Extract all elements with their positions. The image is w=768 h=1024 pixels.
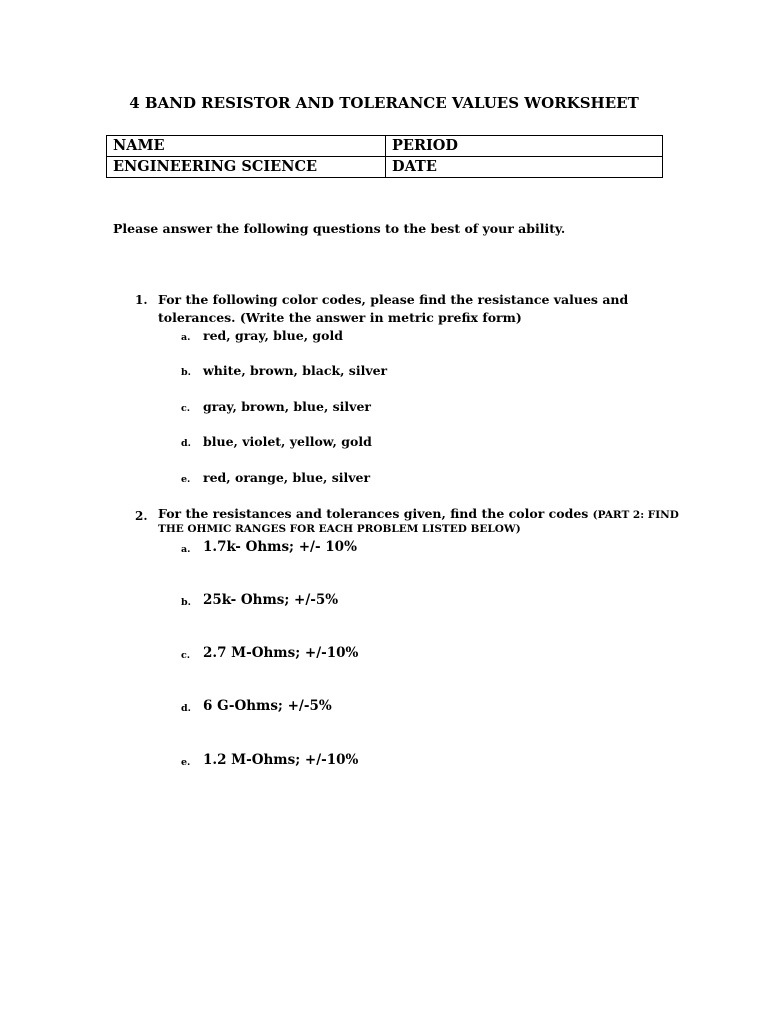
question-2-number: 2. [135, 509, 148, 523]
q1-item-e-letter: e. [181, 474, 191, 485]
q1-item-a-text: red, gray, blue, gold [203, 328, 343, 343]
q2-item-b-text: 25k- Ohms; +/-5% [203, 592, 339, 608]
q2-item-a-letter: a. [181, 544, 191, 555]
q2-item-d-text: 6 G-Ohms; +/-5% [203, 698, 332, 714]
q1-item-b-text: white, brown, black, silver [203, 363, 388, 378]
question-1-number: 1. [135, 293, 148, 307]
question-2-line-1 [158, 505, 679, 524]
q1-item-c-letter: c. [181, 403, 191, 414]
q2-item-d-letter: d. [181, 703, 191, 714]
question-1-line-1: For the following color codes, please find the resistance values and [158, 292, 629, 307]
question-2-line-2: THE OHMIC RANGES FOR EACH PROBLEM LISTED BELOW) [158, 523, 521, 535]
q1-item-d-text: blue, violet, yellow, gold [203, 434, 372, 449]
q2-item-e-letter: e. [181, 757, 191, 768]
name-field[interactable]: NAME [107, 136, 386, 157]
info-row-1 [107, 136, 663, 157]
info-row-2 [107, 157, 663, 178]
worksheet-title: 4 BAND RESISTOR AND TOLERANCE VALUES WORKSHEET [129, 94, 639, 112]
q1-item-d-letter: d. [181, 438, 191, 449]
info-table [106, 135, 663, 178]
question-2-part-2-note: (PART 2: FIND [592, 509, 679, 521]
q2-item-a-text: 1.7k- Ohms; +/- 10% [203, 539, 357, 555]
instructions-text: Please answer the following questions to the best of your ability. [113, 221, 566, 236]
q1-item-a-letter: a. [181, 332, 191, 343]
course-label: ENGINEERING SCIENCE [107, 157, 386, 178]
q1-item-c-text: gray, brown, blue, silver [203, 399, 371, 414]
question-1-line-2: tolerances. (Write the answer in metric prefix form) [158, 310, 522, 325]
date-field[interactable]: DATE [386, 157, 663, 178]
q2-item-c-text: 2.7 M-Ohms; +/-10% [203, 645, 359, 661]
question-2-line-1-text: For the resistances and tolerances given, find the color codes [158, 506, 589, 521]
q2-item-b-letter: b. [181, 597, 191, 608]
period-field[interactable]: PERIOD [386, 136, 663, 157]
q2-item-c-letter: c. [181, 650, 191, 661]
q1-item-e-text: red, orange, blue, silver [203, 470, 371, 485]
q2-item-e-text: 1.2 M-Ohms; +/-10% [203, 752, 359, 768]
q1-item-b-letter: b. [181, 367, 191, 378]
